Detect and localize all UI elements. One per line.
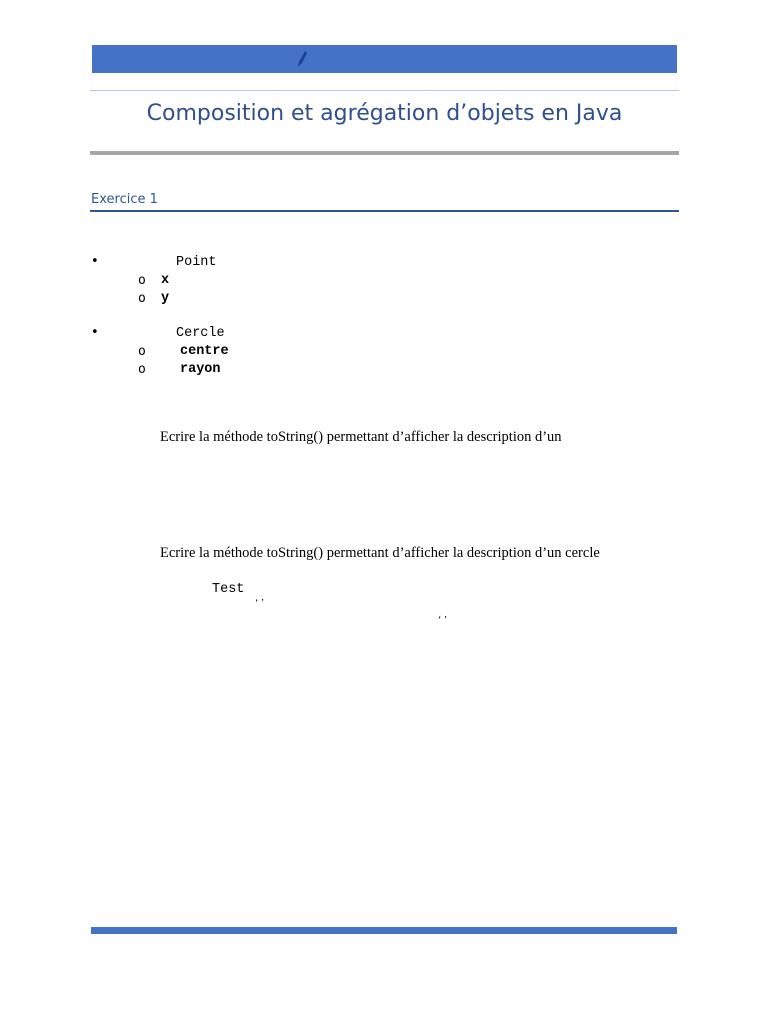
quote-marks: ‘ ’ xyxy=(255,598,265,609)
class-name-cercle: Cercle xyxy=(176,326,225,341)
attribute-centre: centre xyxy=(180,344,229,359)
bullet-dot: • xyxy=(91,254,99,269)
sub-bullet-circle: o xyxy=(138,362,146,377)
section-rule xyxy=(90,210,679,212)
pen-mark-icon xyxy=(296,50,308,68)
test-label: Test xyxy=(212,582,245,597)
header-band xyxy=(92,45,677,73)
title-rule-bottom xyxy=(90,151,679,155)
footer-band xyxy=(91,927,677,934)
attribute-y: y xyxy=(161,291,170,306)
document-title: Composition et agrégation d’objets en Java xyxy=(146,101,623,126)
quote-marks: ‘ ’ xyxy=(438,615,448,626)
sub-bullet-circle: o xyxy=(138,291,146,306)
instruction-cercle: Ecrire la méthode toString() permettant d’afficher la description d’un cercle xyxy=(160,545,600,561)
attribute-rayon: rayon xyxy=(180,362,221,377)
sub-bullet-circle: o xyxy=(138,273,146,288)
attribute-x: x xyxy=(161,273,170,288)
bullet-dot: • xyxy=(91,325,99,340)
title-rule-top xyxy=(90,90,679,91)
sub-bullet-circle: o xyxy=(138,344,146,359)
section-heading: Exercice 1 xyxy=(91,192,158,207)
class-name-point: Point xyxy=(176,255,217,270)
instruction-point: Ecrire la méthode toString() permettant d’afficher la description d’un xyxy=(160,429,562,445)
